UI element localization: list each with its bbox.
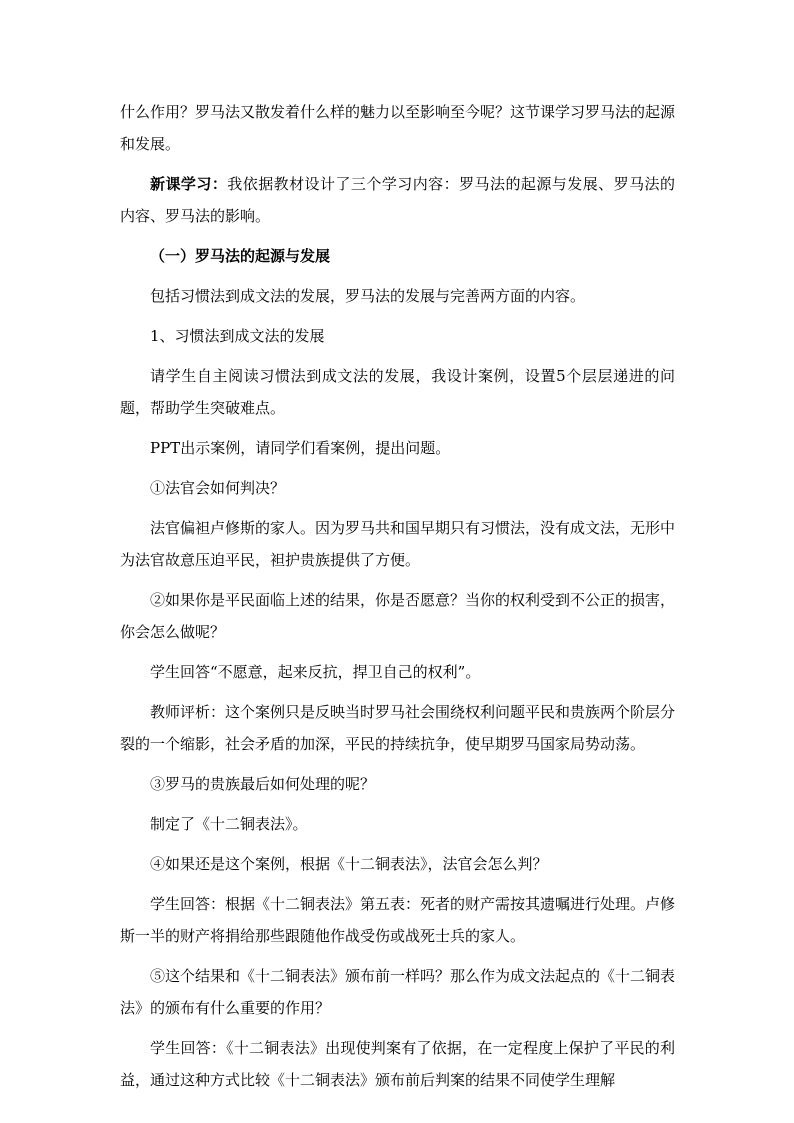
document-page [120, 96, 675, 1104]
section-heading-origin: （一）罗马法的起源与发展 [150, 247, 331, 265]
answer-4: 学生回答：根据《十二铜表法》第五表：死者的财产需按其遗嘱进行处理。卢修斯一半的财产将捐给那些跟随他作战受伤或战死士兵的家人。 [120, 895, 676, 945]
question-2: ②如果你是平民面临上述的结果，你是否愿意？当你的权利受到不公正的损害，你会怎么做呢？ [120, 591, 676, 641]
new-lesson-text: 我依据教材设计了三个学习内容：罗马法的起源与发展、罗马法的内容、罗马法的影响。 [120, 175, 675, 225]
question-5: ⑤这个结果和《十二铜表法》颁布前一样吗？那么作为成文法起点的《十二铜表法》的颁布有什么重要的作用？ [120, 967, 676, 1017]
subheading-customary-to-written: 1、习惯法到成文法的发展 [150, 327, 325, 345]
question-4: ④如果还是这个案例，根据《十二铜表法》，法官会怎么判？ [150, 855, 548, 873]
answer-5: 学生回答：《十二铜表法》出现使判案有了依据，在一定程度上保护了平民的利益，通过这种方式比较《十二铜表法》颁布前后判案的结果不同使学生理解 [120, 1039, 675, 1089]
paragraph-design: 请学生自主阅读习惯法到成文法的发展，我设计案例，设置5个层层递进的问题，帮助学生突破难点。 [120, 367, 675, 417]
paragraph-scope: 包括习惯法到成文法的发展，罗马法的发展与完善两方面的内容。 [150, 287, 586, 305]
question-1: ①法官会如何判决？ [150, 479, 286, 497]
answer-1: 法官偏袒卢修斯的家人。因为罗马共和国早期只有习惯法，没有成文法，无形中为法官故意压迫平民，袒护贵族提供了方便。 [120, 519, 676, 569]
answer-3: 制定了《十二铜表法》。 [150, 815, 308, 833]
paragraph-new-lesson [120, 168, 675, 232]
question-3: ③罗马的贵族最后如何处理的呢？ [150, 775, 376, 793]
new-lesson-label: 新课学习： [150, 175, 228, 193]
answer-2: 学生回答“不愿意，起来反抗，捍卫自己的权利”。 [150, 663, 481, 681]
paragraph-intro-continued: 什么作用？罗马法又散发着什么样的魅力以至影响至今呢？这节课学习罗马法的起源和发展。 [120, 103, 676, 153]
paragraph-ppt-case: PPT出示案例，请同学们看案例，提出问题。 [150, 439, 451, 457]
teacher-commentary: 教师评析：这个案例只是反映当时罗马社会围绕权利问题平民和贵族两个阶层分裂的一个缩影，社会矛盾的加深，平民的持续抗争，使早期罗马国家局势动荡。 [120, 703, 676, 753]
